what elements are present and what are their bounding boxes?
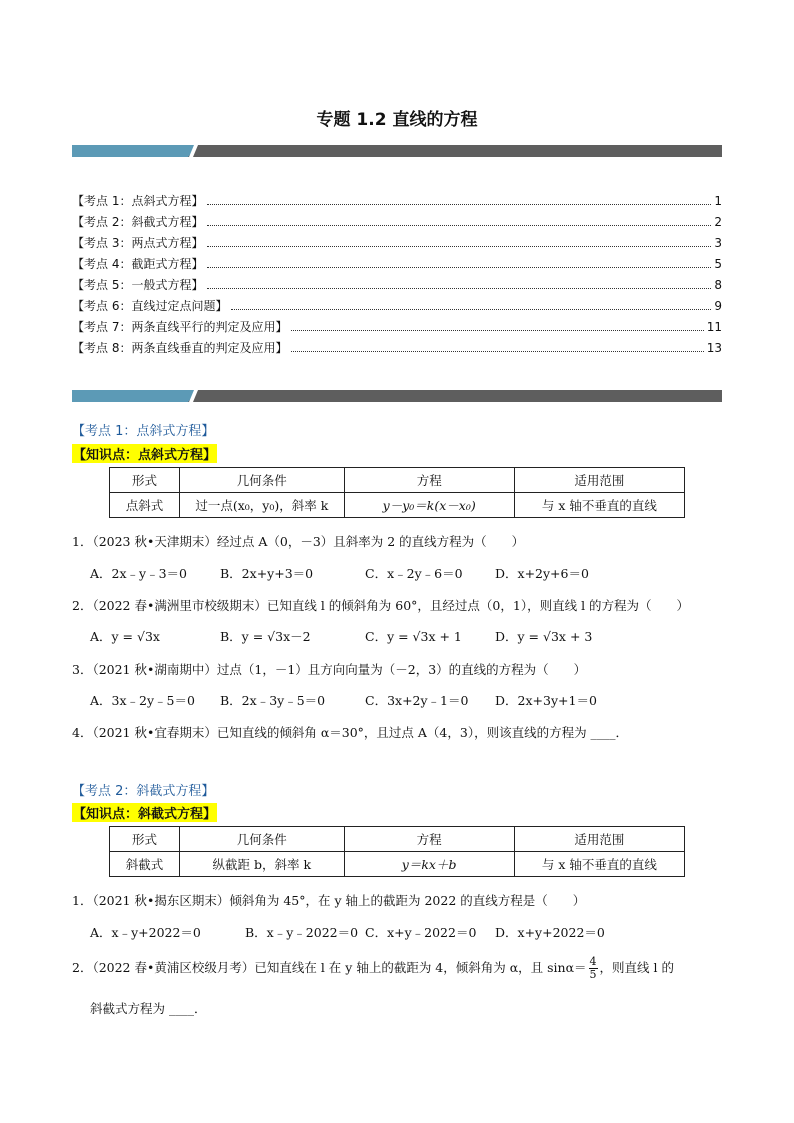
table-cell: 纵截距 b，斜率 k — [180, 852, 344, 877]
toc-entry[interactable]: 【考点 4：截距式方程】 5 — [72, 257, 722, 271]
section-heading: 【考点 1：点斜式方程】 — [72, 424, 215, 439]
option-b[interactable]: B．2x﹣3y﹣5＝0 — [220, 693, 326, 708]
option-c[interactable]: C．y = √3x + 1 — [365, 629, 462, 644]
option-d[interactable]: D．x+y+2022＝0 — [495, 925, 605, 940]
table-cell: 点斜式 — [110, 493, 180, 518]
knowledge-point-label: 【知识点：斜截式方程】 — [72, 803, 217, 822]
table-header: 适用范围 — [514, 468, 684, 493]
option-c[interactable]: C．x+y﹣2022＝0 — [365, 925, 477, 940]
question-stem — [72, 956, 732, 981]
option-c[interactable]: C．3x+2y﹣1＝0 — [365, 693, 469, 708]
option-b[interactable]: B．y = √3x－2 — [220, 629, 311, 644]
table-header: 方程 — [344, 468, 514, 493]
option-a[interactable]: A．3x﹣2y﹣5＝0 — [90, 693, 195, 708]
question-text: ，则直线 l 的 — [599, 960, 674, 975]
fraction — [589, 956, 598, 981]
question-stem: 4．（2021 秋•宜春期末）已知直线的倾斜角 α＝30°，且过点 A（4，3），则该直线的方程为 ____． — [72, 725, 629, 740]
table-of-contents — [72, 192, 722, 360]
table-header: 形式 — [110, 468, 180, 493]
knowledge-point-label: 【知识点：点斜式方程】 — [72, 444, 217, 463]
option-d[interactable]: D．x+2y+6＝0 — [495, 566, 589, 581]
toc-entry[interactable]: 【考点 7：两条直线平行的判定及应用】 11 — [72, 320, 722, 334]
section-heading: 【考点 2：斜截式方程】 — [72, 784, 215, 799]
option-d[interactable]: D．y = √3x + 3 — [495, 629, 593, 644]
table-header: 适用范围 — [514, 827, 684, 852]
question-text: 2．（2022 春•黄浦区校级月考）已知直线在 l 在 y 轴上的截距为 4，倾斜角为 α，且 sinα＝ — [72, 960, 587, 975]
fraction-denominator: 5 — [589, 968, 597, 981]
table-header: 几何条件 — [180, 827, 344, 852]
option-a[interactable]: A．2x﹣y﹣3＝0 — [90, 566, 187, 581]
table-cell: 与 x 轴不垂直的直线 — [514, 852, 684, 877]
toc-entry[interactable]: 【考点 1：点斜式方程】 1 — [72, 194, 722, 208]
question-stem-continued: 斜截式方程为 ____． — [90, 1001, 207, 1016]
option-d[interactable]: D．2x+3y+1＝0 — [495, 693, 597, 708]
table-cell: y－y₀＝k(x－x₀) — [344, 493, 514, 518]
table-cell: 过一点(x₀，y₀)，斜率 k — [180, 493, 345, 518]
toc-entry[interactable]: 【考点 6：直线过定点问题】 9 — [72, 299, 722, 313]
toc-entry[interactable]: 【考点 2：斜截式方程】 2 — [72, 215, 722, 229]
page-title: 专题 1.2 直线的方程 — [316, 110, 478, 130]
fraction-numerator: 4 — [589, 955, 597, 968]
table-header: 方程 — [344, 827, 514, 852]
option-b[interactable]: B．2x+y+3＝0 — [220, 566, 314, 581]
toc-entry[interactable]: 【考点 3：两点式方程】 3 — [72, 236, 722, 250]
question-stem: 1．（2021 秋•揭东区期末）倾斜角为 45°，在 y 轴上的截距为 2022 的直线方程是（ ） — [72, 893, 586, 908]
question-stem: 2．（2022 春•满洲里市校级期末）已知直线 l 的倾斜角为 60°，且经过点（0，1），则直线 l 的方程为（ ） — [72, 598, 690, 613]
section-divider-band — [72, 390, 722, 402]
table-cell: 与 x 轴不垂直的直线 — [514, 493, 684, 518]
table-header: 几何条件 — [180, 468, 345, 493]
option-a[interactable]: A．y = √3x — [90, 629, 160, 644]
table-cell: 斜截式 — [110, 852, 180, 877]
table-cell: y＝kx＋b — [344, 852, 514, 877]
question-stem: 1．（2023 秋•天津期末）经过点 A（0，－3）且斜率为 2 的直线方程为（ ） — [72, 534, 525, 549]
option-c[interactable]: C．x﹣2y﹣6＝0 — [365, 566, 463, 581]
header-band — [72, 145, 722, 157]
table-header: 形式 — [110, 827, 180, 852]
toc-entry[interactable]: 【考点 5：一般式方程】 8 — [72, 278, 722, 292]
toc-entry[interactable]: 【考点 8：两条直线垂直的判定及应用】 13 — [72, 341, 722, 355]
option-b[interactable]: B．x﹣y﹣2022＝0 — [245, 925, 359, 940]
knowledge-table — [109, 467, 685, 518]
knowledge-table — [109, 826, 685, 877]
question-stem: 3．（2021 秋•湖南期中）过点（1，－1）且方向向量为（－2，3）的直线的方程为（ ） — [72, 662, 587, 677]
option-a[interactable]: A．x﹣y+2022＝0 — [90, 925, 201, 940]
